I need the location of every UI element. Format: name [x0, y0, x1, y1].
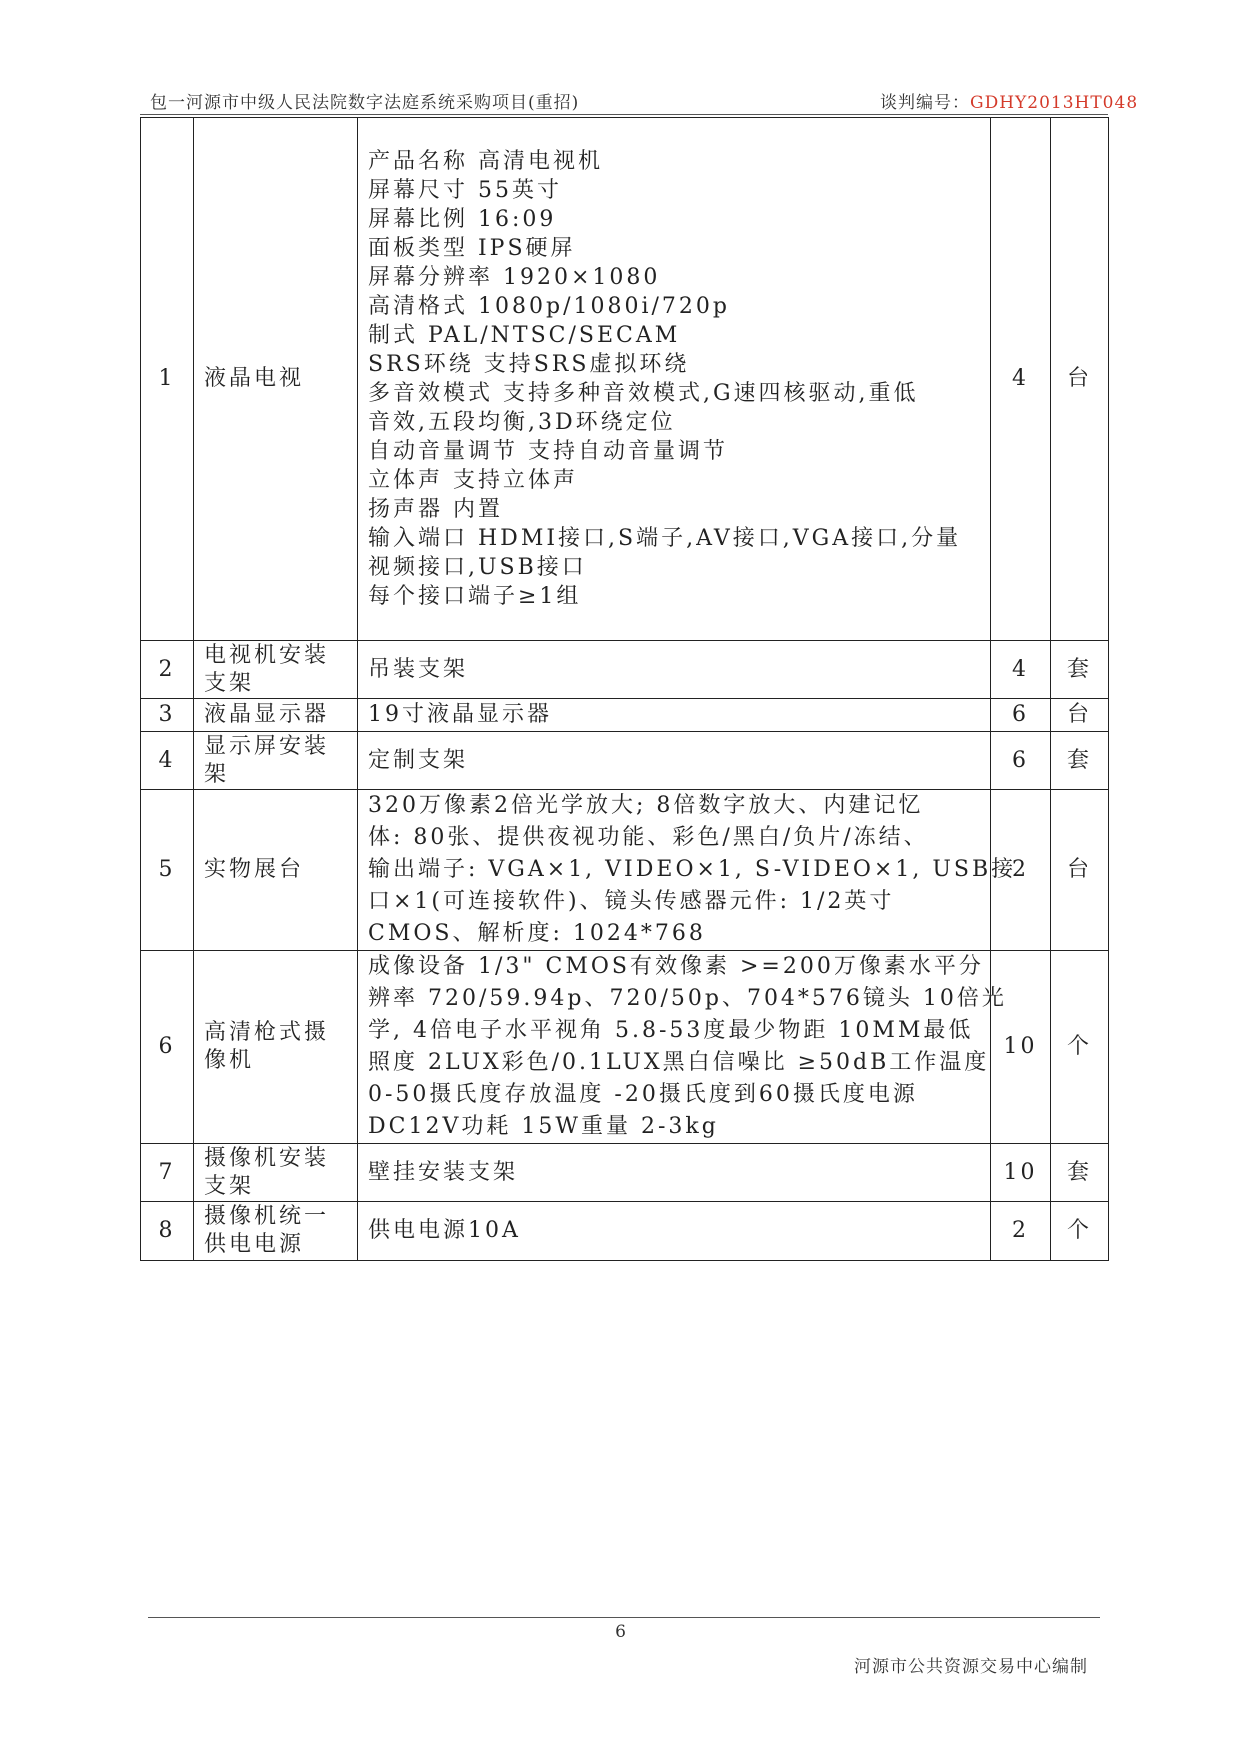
item-number-cell: 8 [141, 1202, 194, 1261]
spec-line: 视频接口,USB接口 [368, 555, 587, 580]
item-spec-cell [358, 118, 991, 641]
spec-line: 屏幕分辨率 1920×1080 [368, 265, 661, 290]
quantity-cell: 4 [991, 641, 1051, 699]
header-rule [140, 114, 1108, 115]
item-spec-cell [358, 699, 991, 732]
spec-line: 屏幕比例 16:09 [368, 207, 557, 232]
item-spec-cell [358, 641, 991, 699]
spec-line: 体: 80张、提供夜视功能、彩色/黑白/负片/冻结、 [368, 825, 929, 850]
spec-line: 立体声 支持立体声 [368, 468, 578, 493]
item-name-cell: 电视机安装 支架 [194, 641, 358, 699]
item-name-cell: 摄像机安装 支架 [194, 1144, 358, 1202]
item-name-cell: 液晶显示器 [194, 699, 358, 732]
spec-line: 制式 PAL/NTSC/SECAM [368, 323, 681, 348]
spec-line: 音效,五段均衡,3D环绕定位 [368, 410, 676, 435]
item-name-cell: 液晶电视 [194, 118, 358, 641]
unit-cell: 套 [1051, 641, 1109, 699]
footer-issuer: 河源市公共资源交易中心编制 [854, 1657, 1088, 1677]
item-name-cell: 实物展台 [194, 790, 358, 951]
spec-line: 照度 2LUX彩色/0.1LUX黑白信噪比 ≥50dB工作温度 [368, 1050, 990, 1075]
table-row [141, 790, 1109, 951]
unit-cell: 套 [1051, 732, 1109, 790]
item-number-cell: 3 [141, 699, 194, 732]
item-number-cell: 2 [141, 641, 194, 699]
unit-cell: 台 [1051, 699, 1109, 732]
unit-cell: 个 [1051, 1202, 1109, 1261]
item-name-cell: 高清枪式摄 像机 [194, 951, 358, 1144]
spec-line: 高清格式 1080p/1080i/720p [368, 294, 730, 319]
negotiation-number-code: GDHY2013HT048 [970, 93, 1139, 113]
table-row [141, 951, 1109, 1144]
unit-cell: 台 [1051, 118, 1109, 641]
spec-line: SRS环绕 支持SRS虚拟环绕 [368, 352, 690, 377]
item-name-cell: 显示屏安装 架 [194, 732, 358, 790]
procurement-spec-table [140, 117, 1109, 1261]
spec-line: 定制支架 [368, 747, 469, 773]
table-row [141, 1202, 1109, 1261]
page-number: 6 [615, 1622, 626, 1642]
table-row [141, 732, 1109, 790]
spec-line: 壁挂安装支架 [368, 1159, 519, 1185]
spec-line: 多音效模式 支持多种音效模式,G速四核驱动,重低 [368, 381, 919, 406]
quantity-cell: 10 [991, 1144, 1051, 1202]
footer-rule [148, 1617, 1100, 1618]
spec-line: 辨率 720/59.94p、720/50p、704*576镜头 10倍光 [368, 986, 1007, 1011]
table-row [141, 641, 1109, 699]
negotiation-number-label: 谈判编号： [880, 93, 970, 113]
spec-line: 自动音量调节 支持自动音量调节 [368, 439, 728, 464]
spec-line: 19寸液晶显示器 [368, 702, 552, 727]
unit-cell: 个 [1051, 951, 1109, 1144]
item-spec-cell [358, 732, 991, 790]
item-name-cell: 摄像机统一 供电电源 [194, 1202, 358, 1261]
spec-line: 口×1(可连接软件)、镜头传感器元件: 1/2英寸 [368, 889, 895, 914]
spec-line: 面板类型 IPS硬屏 [368, 236, 576, 261]
item-spec-cell [358, 1144, 991, 1202]
table-row [141, 118, 1109, 641]
quantity-cell: 2 [991, 1202, 1051, 1261]
item-number-cell: 7 [141, 1144, 194, 1202]
item-spec-cell [358, 790, 1017, 951]
item-number-cell: 4 [141, 732, 194, 790]
item-number-cell: 6 [141, 951, 194, 1144]
unit-cell: 台 [1051, 790, 1109, 951]
unit-cell: 套 [1051, 1144, 1109, 1202]
quantity-cell: 4 [991, 118, 1051, 641]
spec-line: 输出端子: VGA×1, VIDEO×1, S-VIDEO×1, USB接 [368, 857, 1017, 882]
spec-line: 吊装支架 [368, 656, 469, 682]
item-spec-cell [358, 1202, 991, 1261]
item-spec-cell [358, 951, 1007, 1144]
spec-line: 学, 4倍电子水平视角 5.8-53度最少物距 10MM最低 [368, 1018, 974, 1043]
quantity-cell: 2 [991, 790, 1051, 951]
item-number-cell: 1 [141, 118, 194, 641]
item-number-cell: 5 [141, 790, 194, 951]
spec-line: CMOS、解析度: 1024*768 [368, 921, 706, 946]
spec-line: 每个接口端子≥1组 [368, 584, 582, 609]
spec-line: 供电电源10A [368, 1218, 521, 1243]
table-row [141, 699, 1109, 732]
quantity-cell: 6 [991, 699, 1051, 732]
page-header-left: 包一河源市中级人民法院数字法庭系统采购项目(重招) [150, 93, 580, 113]
spec-line: DC12V功耗 15W重量 2-3kg [368, 1114, 719, 1139]
page-header-right [880, 88, 1138, 113]
quantity-cell: 6 [991, 732, 1051, 790]
spec-line: 输入端口 HDMI接口,S端子,AV接口,VGA接口,分量 [368, 526, 962, 551]
spec-line: 成像设备 1/3" CMOS有效像素 >=200万像素水平分 [368, 954, 984, 979]
spec-line: 产品名称 高清电视机 [368, 149, 603, 174]
quantity-cell: 10 [991, 951, 1051, 1144]
spec-line: 320万像素2倍光学放大; 8倍数字放大、内建记忆 [368, 793, 924, 818]
table-row [141, 1144, 1109, 1202]
spec-line: 0-50摄氏度存放温度 -20摄氏度到60摄氏度电源 [368, 1082, 918, 1107]
spec-line: 扬声器 内置 [368, 497, 503, 522]
spec-line: 屏幕尺寸 55英寸 [368, 178, 562, 203]
